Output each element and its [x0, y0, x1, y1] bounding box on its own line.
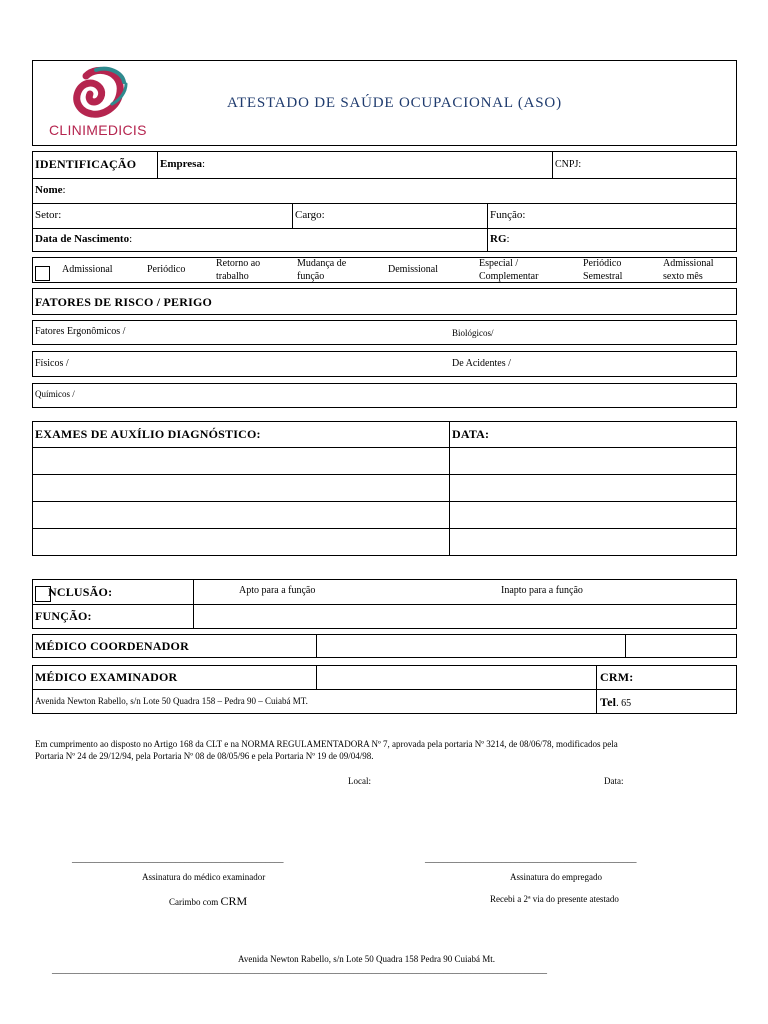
logo-text: CLINIMEDICIS: [49, 122, 147, 138]
tipo-mudanca-line1[interactable]: Mudança de: [297, 258, 347, 269]
clinimedicis-logo-icon: [68, 64, 130, 120]
medico-examinador-label: MÉDICO EXAMINADOR: [35, 670, 178, 684]
tipo-semestral-line2[interactable]: Semestral: [583, 271, 623, 282]
tipo-admissional[interactable]: Admissional: [62, 264, 113, 275]
crm-label: CRM:: [600, 670, 634, 684]
tipo-retorno-line2[interactable]: trabalho: [216, 271, 249, 282]
exames-data-header: DATA:: [452, 427, 490, 441]
nome-field[interactable]: Nome:: [35, 184, 66, 196]
tipo-sexto-mes-line1[interactable]: Admissional: [663, 258, 714, 269]
exame-row-3[interactable]: [33, 502, 736, 528]
fisicos-field[interactable]: Físicos /: [35, 358, 69, 369]
exame-row-2[interactable]: [33, 475, 736, 501]
identificacao-label: IDENTIFICAÇÃO: [35, 157, 137, 171]
tipo-checkbox[interactable]: [35, 266, 50, 281]
assinatura-empregado-line[interactable]: _______________________________________________: [425, 854, 637, 864]
local-field[interactable]: Local:: [348, 776, 371, 786]
carimbo-label: Carimbo com CRM: [169, 894, 248, 908]
rg-field[interactable]: RG:: [490, 233, 510, 245]
tipo-retorno-line1[interactable]: Retorno ao: [216, 258, 261, 269]
identificacao-box: [32, 151, 737, 252]
cnpj-field[interactable]: CNPJ:: [555, 159, 582, 170]
fatores-row-1: [32, 320, 737, 345]
biologicos-field[interactable]: Biológicos/: [452, 328, 494, 338]
fatores-title: FATORES DE RISCO / PERIGO: [35, 295, 213, 309]
assinatura-medico-line[interactable]: _______________________________________________: [72, 854, 284, 864]
medico-coordenador-label: MÉDICO COORDENADOR: [35, 639, 189, 653]
apto-option[interactable]: Apto para a função: [239, 585, 316, 596]
telefone: Tel. 65: [600, 695, 632, 709]
legal-text-line2: Portaria Nº 24 de 29/12/94, pela Portaria Nº 08 de 08/05/96 e pela Portaria Nº 19 de 09/04/98.: [35, 751, 374, 761]
cargo-field[interactable]: Cargo:: [295, 209, 325, 221]
assinatura-medico-label: Assinatura do médico examinador: [142, 872, 266, 882]
fatores-row-3: [32, 383, 737, 408]
funcao-field[interactable]: Função:: [490, 209, 526, 221]
tipo-exame-box: [32, 257, 737, 283]
tipo-especial-line1[interactable]: Especial /: [479, 258, 519, 269]
legal-text-line1: Em cumprimento ao disposto no Artigo 168 da CLT e na NORMA REGULAMENTADORA Nº 7, aprovada pela portaria Nº 3214, de 08/06/78, modificados pela: [35, 739, 618, 749]
footer-rule: ______________________________________________________________________________________________________________: [52, 965, 547, 975]
quimicos-field[interactable]: Químicos /: [35, 389, 75, 399]
exame-row-1[interactable]: [33, 448, 736, 474]
data-nascimento-field[interactable]: Data de Nascimento:: [35, 233, 133, 245]
data-field[interactable]: Data:: [604, 776, 624, 786]
acidentes-field[interactable]: De Acidentes /: [452, 358, 511, 369]
exame-row-4[interactable]: [33, 529, 736, 555]
assinatura-empregado-label: Assinatura do empregado: [510, 872, 602, 882]
setor-field[interactable]: Setor:: [35, 209, 62, 221]
tipo-semestral-line1[interactable]: Periódico: [583, 258, 622, 269]
tipo-periodico[interactable]: Periódico: [147, 264, 186, 275]
empresa-field[interactable]: Empresa:: [160, 158, 206, 170]
tipo-sexto-mes-line2[interactable]: sexto mês: [663, 271, 703, 282]
recebi-segunda-via: Recebi a 2ª via do presente atestado: [490, 894, 619, 904]
fatores-row-2: [32, 351, 737, 377]
conclusao-label: NCLUSÃO:: [48, 585, 113, 599]
conclusao-funcao-label: FUNÇÃO:: [35, 609, 92, 623]
inapto-option[interactable]: Inapto para a função: [501, 585, 583, 596]
ergonomicos-field[interactable]: Fatores Ergonômicos /: [35, 326, 126, 337]
exames-header: EXAMES DE AUXÍLIO DIAGNÓSTICO:: [35, 427, 261, 441]
tipo-especial-line2[interactable]: Complementar: [479, 271, 539, 282]
tipo-mudanca-line2[interactable]: função: [297, 271, 325, 282]
tipo-demissional[interactable]: Demissional: [388, 264, 438, 275]
page-title: ATESTADO DE SAÚDE OCUPACIONAL (ASO): [227, 95, 562, 111]
endereco-clinica: Avenida Newton Rabello, s/n Lote 50 Quadra 158 – Pedra 90 – Cuiabá MT.: [35, 696, 308, 706]
footer-address: Avenida Newton Rabello, s/n Lote 50 Quadra 158 Pedra 90 Cuiabá Mt.: [238, 954, 496, 964]
